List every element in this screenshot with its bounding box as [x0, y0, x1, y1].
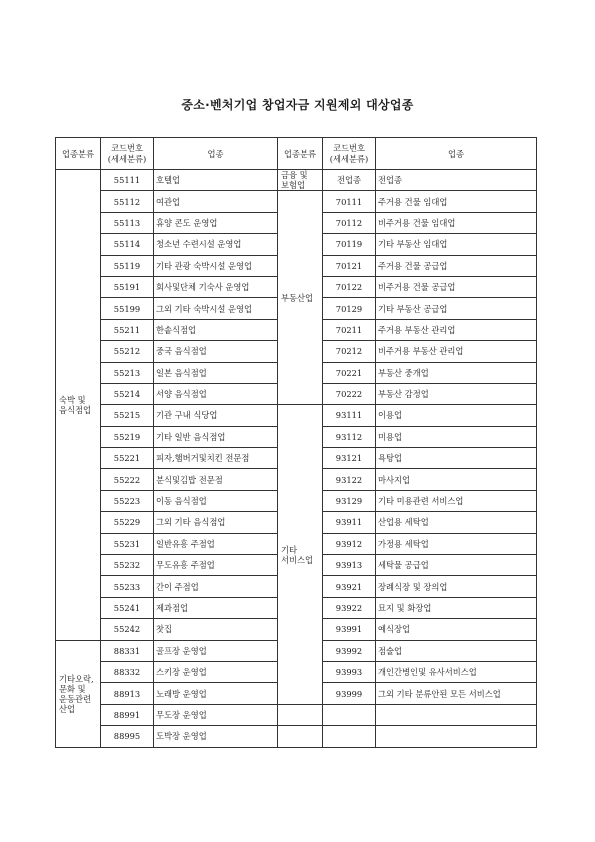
header-category-right: 업종분류 — [278, 138, 323, 170]
industry-name: 그외 기타 분류안된 모든 서비스업 — [376, 683, 537, 704]
empty-cell — [323, 726, 376, 747]
industry-code: 55199 — [101, 298, 154, 319]
industry-code: 93922 — [323, 597, 376, 618]
table-row — [56, 726, 537, 747]
industry-code: 88995 — [101, 726, 154, 747]
industry-name: 세탁물 공급업 — [376, 555, 537, 576]
industry-name: 기타 미용관련 서비스업 — [376, 490, 537, 511]
category-label: 서비스업 — [281, 554, 314, 565]
industry-code: 93911 — [323, 512, 376, 533]
industry-code: 55213 — [101, 362, 154, 383]
category-label: 숙박 및 — [59, 394, 86, 405]
industry-name: 기타 관광 숙박시설 운영업 — [154, 255, 278, 276]
industry-name: 기타 부동산 공급업 — [376, 298, 537, 319]
industry-code: 88331 — [101, 640, 154, 661]
category-label: 운동관련 — [59, 693, 92, 704]
industry-name: 주거용 건물 임대업 — [376, 191, 537, 212]
industry-name: 비주거용 부동산 관리업 — [376, 341, 537, 362]
excluded-industries-table — [55, 137, 537, 748]
header-industry-left: 업종 — [154, 138, 278, 170]
industry-code: 70122 — [323, 276, 376, 297]
industry-name: 서양 음식점업 — [154, 383, 278, 404]
industry-code: 전업종 — [323, 170, 376, 191]
industry-code: 93912 — [323, 533, 376, 554]
industry-code: 55119 — [101, 255, 154, 276]
left-category-cell — [56, 640, 101, 747]
industry-code: 93991 — [323, 619, 376, 640]
header-industry-right: 업종 — [376, 138, 537, 170]
table-row — [56, 170, 537, 191]
industry-code: 55113 — [101, 212, 154, 233]
industry-code: 55219 — [101, 426, 154, 447]
category-label: 산업 — [59, 703, 76, 714]
industry-name: 회사및단체 기숙사 운영업 — [154, 276, 278, 297]
empty-cell — [278, 704, 323, 725]
industry-code: 55222 — [101, 469, 154, 490]
industry-code: 55191 — [101, 276, 154, 297]
right-category-cell — [278, 405, 323, 704]
industry-code: 93122 — [323, 469, 376, 490]
header-category-left: 업종분류 — [56, 138, 101, 170]
industry-code: 70121 — [323, 255, 376, 276]
industry-code: 93992 — [323, 640, 376, 661]
header-code-right: 코드번호 (세세분류) — [323, 138, 376, 170]
empty-cell — [376, 704, 537, 725]
industry-name: 주거용 부동산 관리업 — [376, 319, 537, 340]
industry-name: 여관업 — [154, 191, 278, 212]
industry-code: 93112 — [323, 426, 376, 447]
category-label: 금융 및 — [281, 170, 308, 181]
industry-name: 그외 기타 숙박시설 운영업 — [154, 298, 278, 319]
industry-name: 무도장 운영업 — [154, 704, 278, 725]
industry-name: 기관 구내 식당업 — [154, 405, 278, 426]
industry-name: 한솥식점업 — [154, 319, 278, 340]
industry-name: 호텔업 — [154, 170, 278, 191]
industry-name: 그외 기타 음식점업 — [154, 512, 278, 533]
table-row — [56, 704, 537, 725]
industry-name: 찻집 — [154, 619, 278, 640]
industry-code: 55231 — [101, 533, 154, 554]
category-label: 부동산업 — [281, 292, 314, 303]
header-code-left: 코드번호 (세세분류) — [101, 138, 154, 170]
industry-name: 일본 음식점업 — [154, 362, 278, 383]
industry-name: 무도유흥 주점업 — [154, 555, 278, 576]
industry-code: 93913 — [323, 555, 376, 576]
industry-name: 기타 부동산 임대업 — [376, 234, 537, 255]
industry-code: 55221 — [101, 448, 154, 469]
industry-name: 묘지 및 화장업 — [376, 597, 537, 618]
industry-code: 70111 — [323, 191, 376, 212]
industry-code: 55114 — [101, 234, 154, 255]
table-row — [56, 405, 537, 426]
empty-cell — [376, 726, 537, 747]
industry-name: 분식및김밥 전문점 — [154, 469, 278, 490]
industry-code: 70112 — [323, 212, 376, 233]
industry-name: 골프장 운영업 — [154, 640, 278, 661]
right-category-cell — [278, 170, 323, 191]
industry-code: 70211 — [323, 319, 376, 340]
industry-name: 장례식장 및 장의업 — [376, 576, 537, 597]
industry-name: 산업용 세탁업 — [376, 512, 537, 533]
industry-code: 93921 — [323, 576, 376, 597]
category-label: 문화 및 — [59, 683, 86, 694]
industry-code: 55241 — [101, 597, 154, 618]
industry-code: 55111 — [101, 170, 154, 191]
industry-name: 이동 음식점업 — [154, 490, 278, 511]
industry-name: 전업종 — [376, 170, 537, 191]
industry-name: 일반유흥 주점업 — [154, 533, 278, 554]
industry-name: 청소년 수련시설 운영업 — [154, 234, 278, 255]
category-label: 보험업 — [281, 180, 306, 191]
industry-name: 도박장 운영업 — [154, 726, 278, 747]
industry-code: 88991 — [101, 704, 154, 725]
industry-name: 미용업 — [376, 426, 537, 447]
industry-name: 마사지업 — [376, 469, 537, 490]
industry-name: 비주거용 건물 공급업 — [376, 276, 537, 297]
industry-code: 55232 — [101, 555, 154, 576]
industry-code: 93121 — [323, 448, 376, 469]
document-title: 중소·벤처기업 창업자금 지원제외 대상업종 — [181, 98, 414, 112]
industry-code: 70222 — [323, 383, 376, 404]
industry-code: 93129 — [323, 490, 376, 511]
industry-name: 비주거용 건물 임대업 — [376, 212, 537, 233]
industry-name: 개인간병인및 유사서비스업 — [376, 661, 537, 682]
industry-name: 노래방 운영업 — [154, 683, 278, 704]
industry-name: 제과점업 — [154, 597, 278, 618]
industry-name: 이용업 — [376, 405, 537, 426]
industry-code: 55211 — [101, 319, 154, 340]
industry-code: 93999 — [323, 683, 376, 704]
industry-code: 55112 — [101, 191, 154, 212]
industry-code: 55215 — [101, 405, 154, 426]
industry-code: 70221 — [323, 362, 376, 383]
right-category-cell — [278, 191, 323, 405]
industry-code: 55242 — [101, 619, 154, 640]
industry-code: 55214 — [101, 383, 154, 404]
industry-name: 기타 일반 음식점업 — [154, 426, 278, 447]
industry-code: 70119 — [323, 234, 376, 255]
industry-name: 예식장업 — [376, 619, 537, 640]
category-label: 기타오락, — [59, 673, 94, 684]
industry-name: 간이 주점업 — [154, 576, 278, 597]
industry-name: 점술업 — [376, 640, 537, 661]
table-header-row — [56, 138, 537, 170]
industry-name: 부동산 중개업 — [376, 362, 537, 383]
industry-code: 70129 — [323, 298, 376, 319]
industry-code: 55223 — [101, 490, 154, 511]
industry-name: 욕탕업 — [376, 448, 537, 469]
empty-cell — [278, 726, 323, 747]
table-row — [56, 191, 537, 212]
industry-name: 주거용 건물 공급업 — [376, 255, 537, 276]
industry-name: 가정용 세탁업 — [376, 533, 537, 554]
industry-name: 스키장 운영업 — [154, 661, 278, 682]
industry-code: 88913 — [101, 683, 154, 704]
empty-cell — [323, 704, 376, 725]
industry-name: 휴양 콘도 운영업 — [154, 212, 278, 233]
industry-name: 피자,햄버거및치킨 전문점 — [154, 448, 278, 469]
industry-code: 55229 — [101, 512, 154, 533]
industry-code: 93993 — [323, 661, 376, 682]
industry-code: 70212 — [323, 341, 376, 362]
industry-name: 부동산 감정업 — [376, 383, 537, 404]
industry-code: 55212 — [101, 341, 154, 362]
industry-name: 중국 음식점업 — [154, 341, 278, 362]
industry-code: 88332 — [101, 661, 154, 682]
category-label: 음식점업 — [59, 404, 92, 415]
left-category-cell — [56, 170, 101, 641]
industry-code: 93111 — [323, 405, 376, 426]
category-label: 기타 — [281, 544, 298, 555]
industry-code: 55233 — [101, 576, 154, 597]
